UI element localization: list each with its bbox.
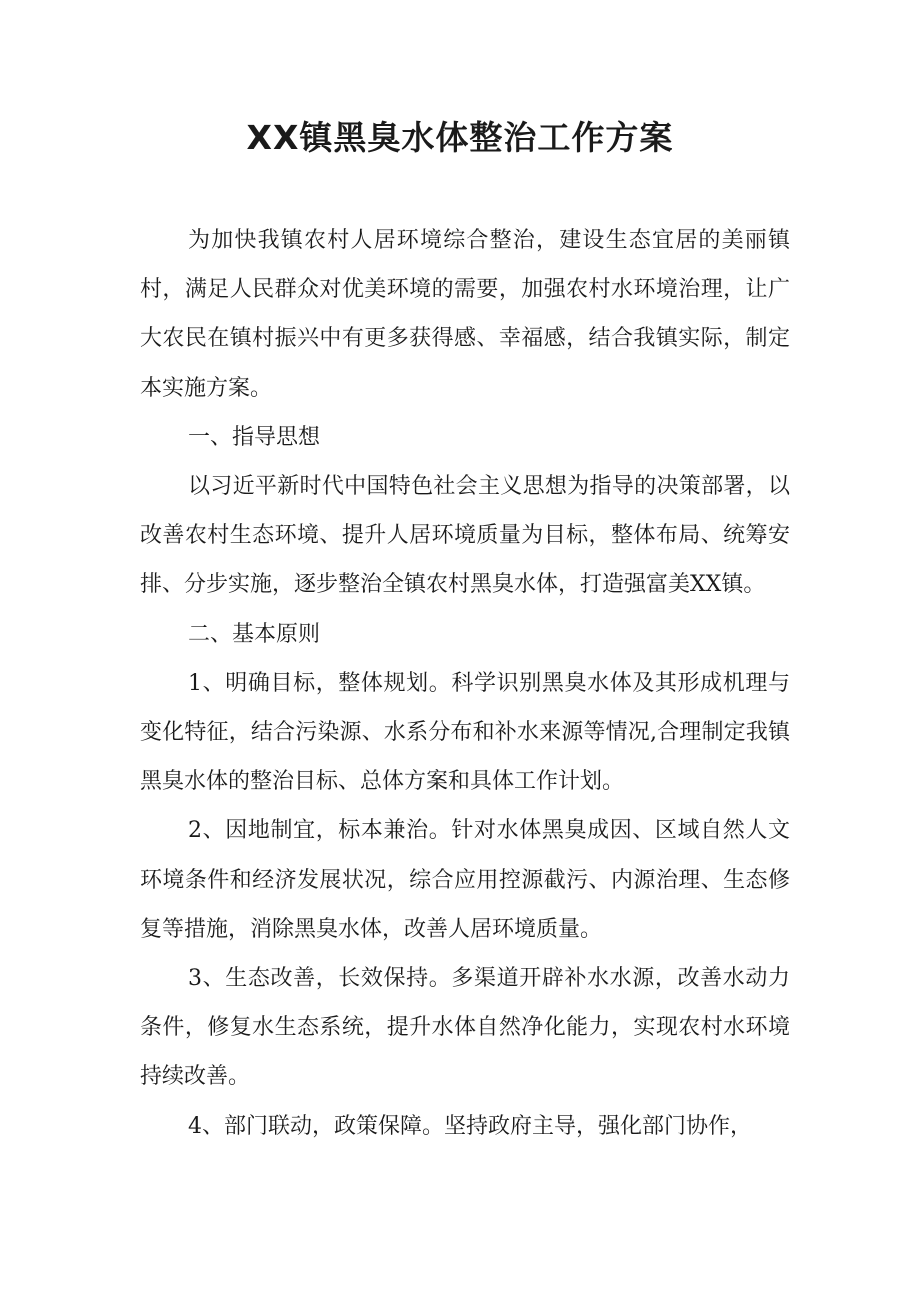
intro-paragraph: 为加快我镇农村人居环境综合整治，建设生态宜居的美丽镇村，满足人民群众对优美环境的需要，加强农村水环境治理，让广大农民在镇村振兴中有更多获得感、幸福感，结合我镇实际，制定本实施方案。	[140, 228, 790, 401]
principle-4-paragraph: 4、部门联动，政策保障。坚持政府主导，强化部门协作，	[188, 1113, 752, 1139]
principle-1-paragraph: 1、明确目标，整体规划。科学识别黑臭水体及其形成机理与变化特征，结合污染源、水系分布和补水来源等情况,合理制定我镇黑臭水体的整治目标、总体方案和具体工作计划。	[140, 670, 790, 795]
principle-3-paragraph: 3、生态改善，长效保持。多渠道开辟补水水源，改善水动力条件，修复水生态系统，提升水体自然净化能力，实现农村水环境持续改善。	[140, 966, 790, 1090]
document-title: XX镇黑臭水体整治工作方案	[246, 118, 674, 157]
section-heading-guiding-ideology: 一、指导思想	[188, 424, 321, 450]
section-heading-basic-principles: 二、基本原则	[188, 621, 321, 647]
principle-2-paragraph: 2、因地制宜，标本兼治。针对水体黑臭成因、区域自然人文环境条件和经济发展状况，综合应用控源截污、内源治理、生态修复等措施，消除黑臭水体，改善人居环境质量。	[140, 818, 790, 942]
guiding-ideology-paragraph: 以习近平新时代中国特色社会主义思想为指导的决策部署，以改善农村生态环境、提升人居环境质量为目标，整体布局、统筹安排、分步实施，逐步整治全镇农村黑臭水体，打造强富美XX镇。	[140, 474, 790, 598]
document-body	[140, 216, 790, 1151]
